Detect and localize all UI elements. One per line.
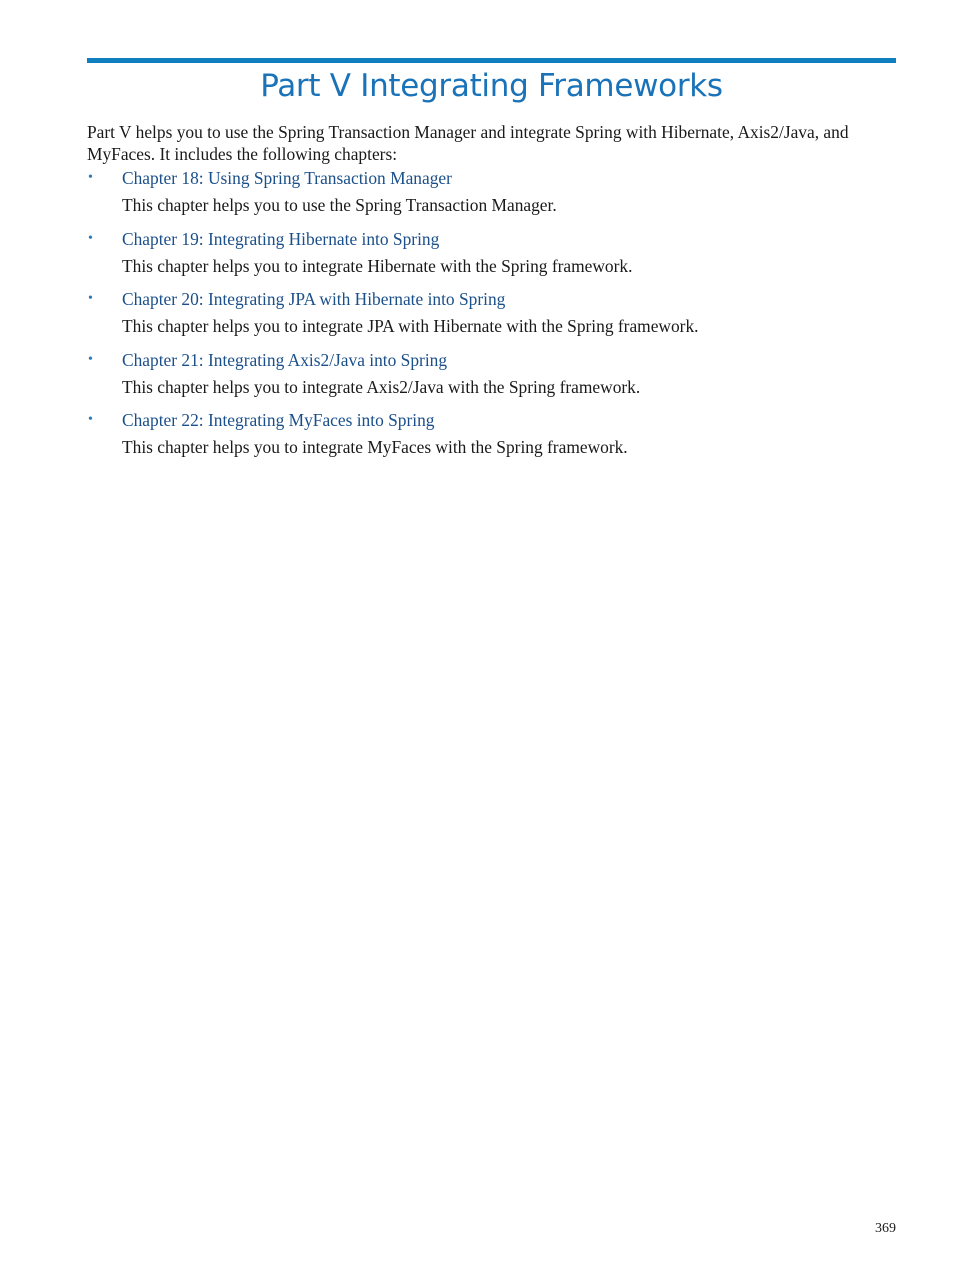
chapter-19-link[interactable]: Chapter 19: Integrating Hibernate into Spring: [122, 228, 440, 249]
chapter-22-description: This chapter helps you to integrate MyFaces with the Spring framework.: [122, 437, 628, 457]
chapter-21-description: This chapter helps you to integrate Axis2/Java with the Spring framework.: [122, 376, 641, 397]
chapter-18-link[interactable]: Chapter 18: Using Spring Transaction Manager: [122, 168, 452, 188]
list-item-chapter-21: [87, 348, 899, 399]
chapter-20-description: This chapter helps you to integrate JPA with Hibernate with the Spring framework.: [122, 316, 699, 336]
chapter-21-link[interactable]: Chapter 21: Integrating Axis2/Java into Spring: [122, 349, 448, 370]
chapter-list: [87, 166, 899, 469]
title-rule: [87, 58, 896, 63]
list-item-chapter-22: [87, 408, 899, 459]
bullet-icon: •: [88, 412, 93, 427]
chapter-22-link[interactable]: Chapter 22: Integrating MyFaces into Spring: [122, 410, 435, 430]
chapter-19-description: This chapter helps you to integrate Hibernate with the Spring framework.: [122, 255, 633, 276]
chapter-20-link[interactable]: Chapter 20: Integrating JPA with Hibernate into Spring: [122, 289, 506, 309]
list-item-chapter-19: [87, 227, 899, 278]
bullet-icon: •: [88, 230, 93, 246]
intro-paragraph: Part V helps you to use the Spring Transaction Manager and integrate Spring with Hibernate, Axis2/Java, and MyFaces. It includes the following chapters:: [87, 122, 849, 164]
bullet-icon: •: [88, 170, 93, 185]
page-title: Part V Integrating Frameworks: [260, 68, 723, 104]
chapter-18-description: This chapter helps you to use the Spring Transaction Manager.: [122, 195, 557, 215]
list-item-chapter-20: [87, 287, 899, 338]
list-item-chapter-18: [87, 166, 899, 217]
page-number: 369: [875, 1221, 896, 1236]
bullet-icon: •: [88, 291, 93, 306]
bullet-icon: •: [88, 351, 93, 367]
